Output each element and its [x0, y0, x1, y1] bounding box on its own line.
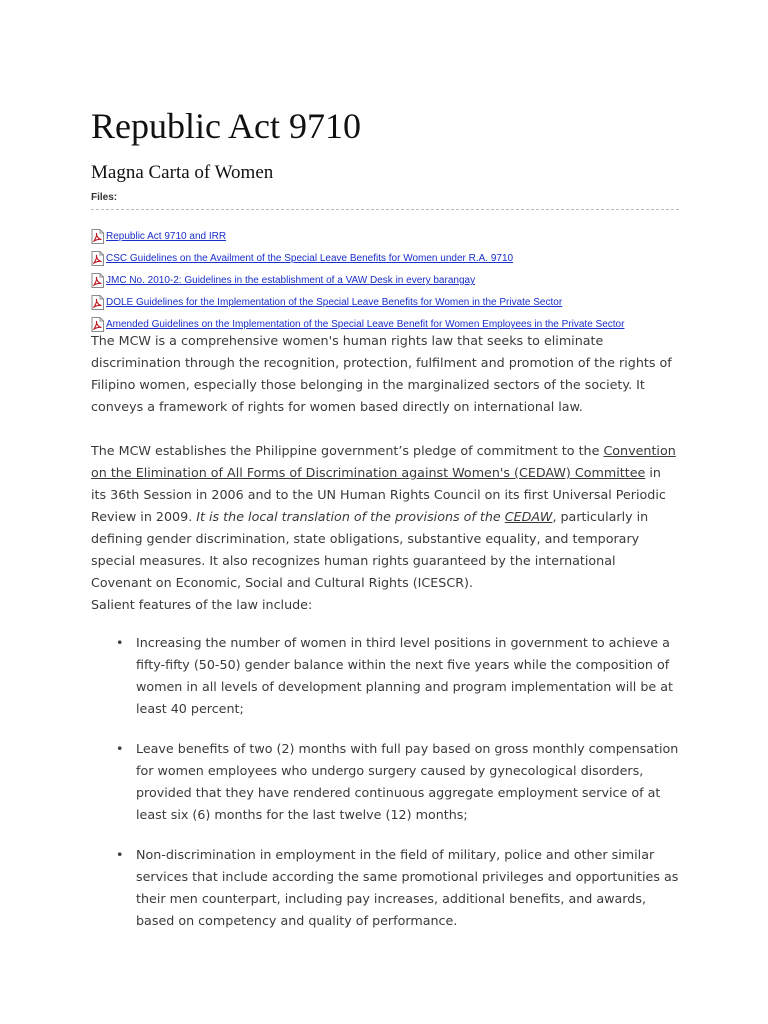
bullet-glyph: •: [116, 847, 124, 862]
paragraph-text: , particularly in defining gender discrimination, state obligations, substantive equality, and temporary special measures. It also recognizes human rights guaranteed by the international Covenant on Economic, Social and Cultural Rights (ICESCR).: [91, 509, 649, 590]
list-item-text: Increasing the number of women in third level positions in government to achieve a fifty-fifty (50-50) gender balance within the next five years while the composition of women in all levels of development planning and program implementation will be at least 40 percent;: [136, 635, 674, 716]
pdf-icon: [91, 251, 104, 266]
intro-paragraph: The MCW is a comprehensive women's human rights law that seeks to eliminate discrimination through the recognition, protection, fulfilment and promotion of the rights of Filipino women, especially those belonging in the marginalized sectors of the society. It conveys a framework of rights for women based directly on international law.: [91, 333, 672, 414]
file-link-jmc-2010-2[interactable]: JMC No. 2010-2: Guidelines in the establishment of a VAW Desk in every barangay: [106, 275, 476, 286]
file-item: [91, 266, 691, 288]
paragraph-text: in its 36th Session in 2006 and to the UN Human Rights Council on its first Universal Periodic Review in 2009.: [91, 465, 666, 524]
page-subtitle: Magna Carta of Women: [91, 162, 274, 183]
list-item-text: Leave benefits of two (2) months with full pay based on gross monthly compensation for women employees who undergo surgery caused by gynecological disorders, provided that they have rendered continuous aggregate employment service of at least six (6) months for the last twelve (12) months;: [136, 741, 679, 822]
pdf-icon: [91, 295, 104, 310]
file-link-ra9710-irr[interactable]: Republic Act 9710 and IRR: [106, 231, 227, 242]
file-item: [91, 310, 691, 332]
italic-text: It is the local translation of the provisions of the: [196, 509, 505, 524]
bullet-glyph: •: [116, 741, 124, 756]
paragraph-text: The MCW establishes the Philippine government’s pledge of commitment to the: [91, 443, 604, 458]
cedaw-link[interactable]: [505, 509, 553, 524]
bullet-glyph: •: [116, 635, 124, 650]
pdf-icon: [91, 229, 104, 244]
cedaw-link-text: CEDAW: [504, 509, 553, 524]
file-link-dole-guidelines[interactable]: DOLE Guidelines for the Implementation of the Special Leave Benefits for Women in the Private Sector: [106, 297, 563, 308]
files-divider: [91, 209, 679, 210]
file-list: [91, 222, 691, 332]
files-label: Files:: [91, 192, 118, 203]
file-item: [91, 222, 691, 244]
file-link-csc-guidelines[interactable]: CSC Guidelines on the Availment of the Special Leave Benefits for Women under R.A. 9710: [106, 253, 514, 264]
file-link-amended-guidelines[interactable]: Amended Guidelines on the Implementation of the Special Leave Benefit for Women Employees in the Private Sector: [106, 319, 625, 330]
list-item: [116, 844, 681, 932]
salient-features-list: [116, 632, 681, 932]
list-item-text: Non-discrimination in employment in the field of military, police and other similar services that include according the same promotional privileges and opportunities as their men counterpart, including pay increases, additional benefits, and awards, based on competency and quality of performance.: [136, 847, 679, 928]
cedaw-committee-link[interactable]: Convention on the Elimination of All Forms of Discrimination against Women's (CEDAW) Committee: [91, 443, 676, 480]
salient-features-intro: Salient features of the law include:: [91, 597, 313, 612]
pdf-icon: [91, 273, 104, 288]
list-item: [116, 632, 681, 738]
page-title: Republic Act 9710: [91, 106, 361, 146]
file-item: [91, 288, 691, 310]
file-item: [91, 244, 691, 266]
mcw-commitment-paragraph: [91, 440, 676, 616]
list-item: [116, 738, 681, 844]
